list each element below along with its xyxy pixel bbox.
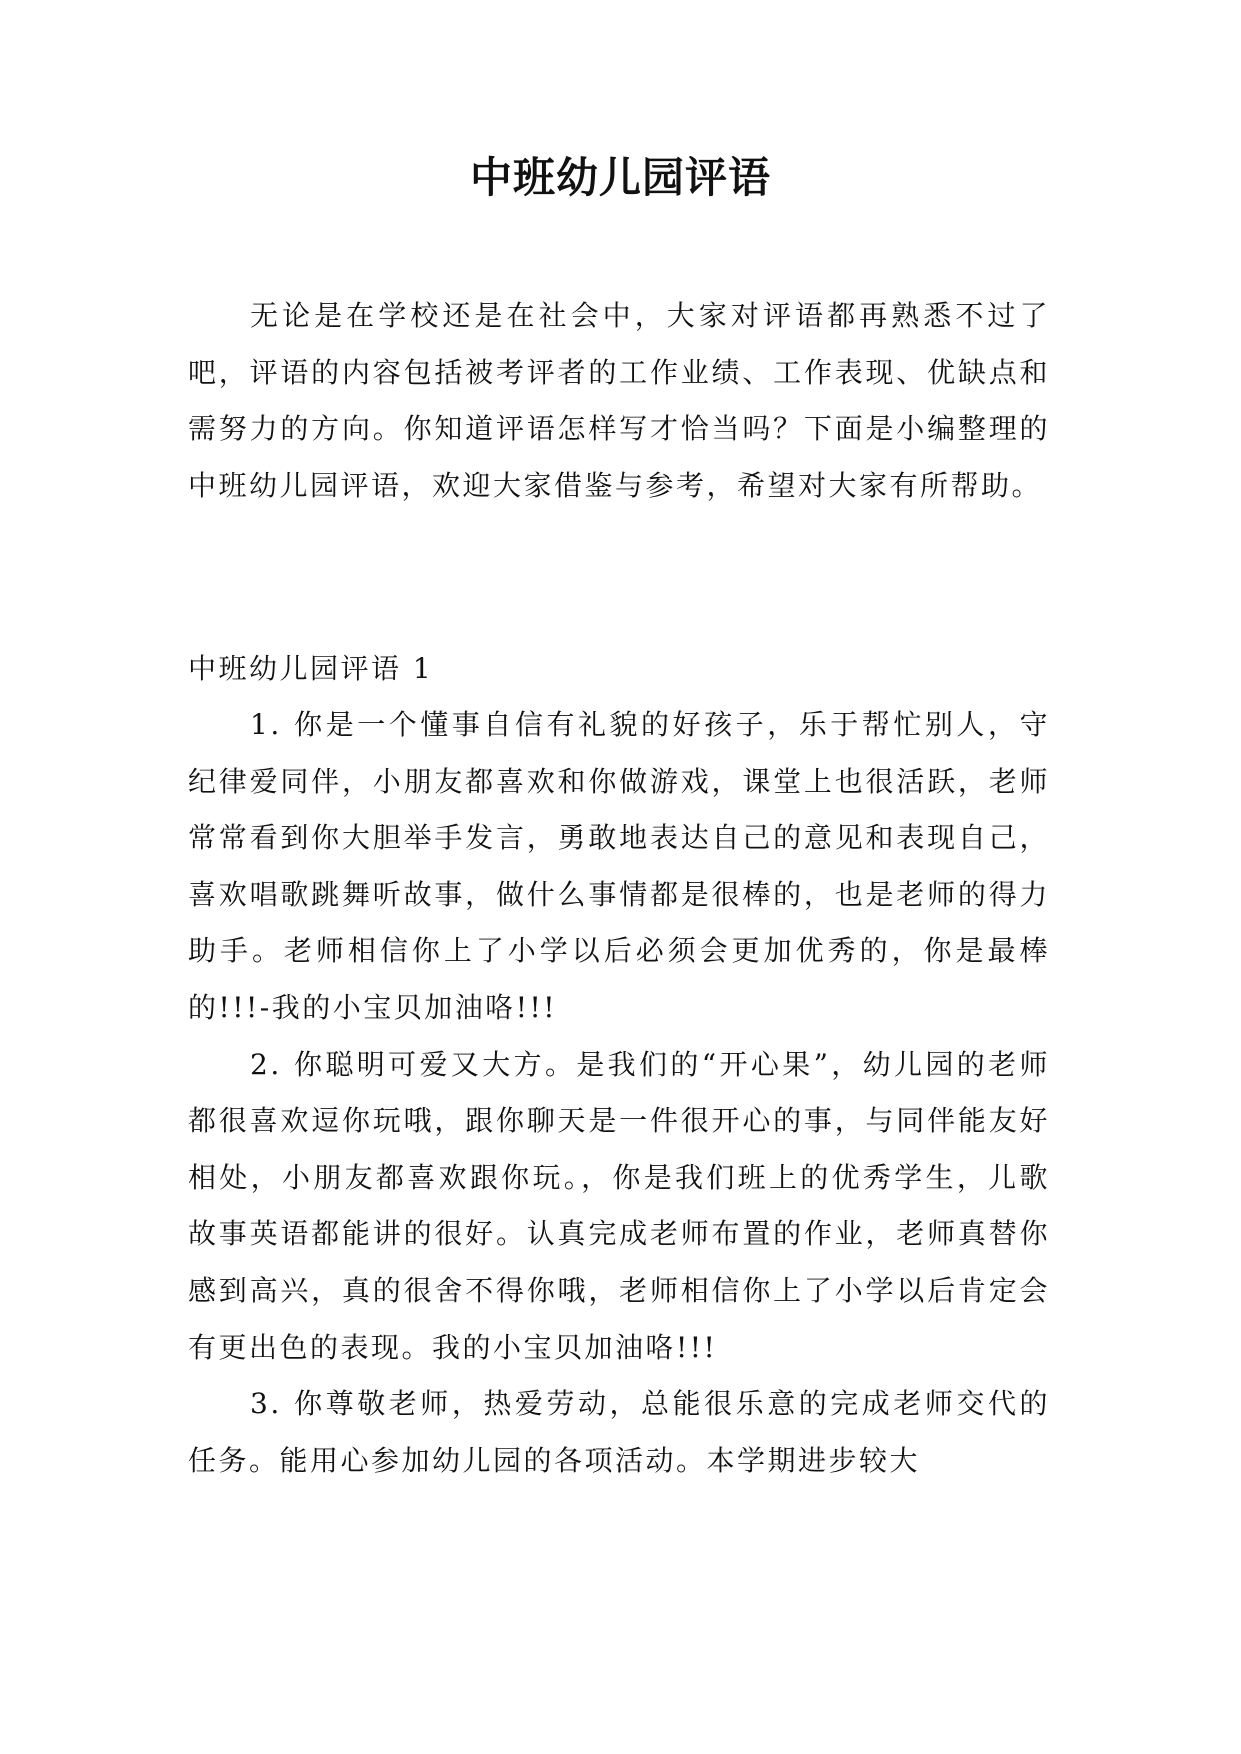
comment-item-2: 2. 你聪明可爱又大方。是我们的“开心果”，幼儿园的老师都很喜欢逗你玩哦，跟你聊天是一件很开心的事，与同伴能友好相处，小朋友都喜欢跟你玩。，你是我们班上的优秀学生，儿歌故事英语都能讲的很好。认真完成老师布置的作业，老师真替你感到高兴，真的很舍不得你哦，老师相信你上了小学以后肯定会有更出色的表现。我的小宝贝加油咯!!!	[188, 1047, 1050, 1364]
comment-list	[188, 697, 1050, 1489]
section-heading: 中班幼儿园评语 1	[188, 652, 434, 685]
comment-item-1: 1. 你是一个懂事自信有礼貌的好孩子，乐于帮忙别人，守纪律爱同伴，小朋友都喜欢和你做游戏，课堂上也很活跃，老师常常看到你大胆举手发言，勇敢地表达自己的意见和表现自己，喜欢唱歌跳舞听故事，做什么事情都是很棒的，也是老师的得力助手。老师相信你上了小学以后必须会更加优秀的，你是最棒的!!!-我的小宝贝加油咯!!!	[188, 708, 1050, 1024]
intro-paragraph: 无论是在学校还是在社会中，大家对评语都再熟悉不过了吧，评语的内容包括被考评者的工作业绩、工作表现、优缺点和需努力的方向。你知道评语怎样写才恰当吗？下面是小编整理的中班幼儿园评语，欢迎大家借鉴与参考，希望对大家有所帮助。	[188, 299, 1050, 502]
comment-item-3: 3. 你尊敬老师，热爱劳动，总能很乐意的完成老师交代的任务。能用心参加幼儿园的各项活动。本学期进步较大	[188, 1387, 1050, 1477]
document-title: 中班幼儿园评语	[469, 153, 771, 202]
